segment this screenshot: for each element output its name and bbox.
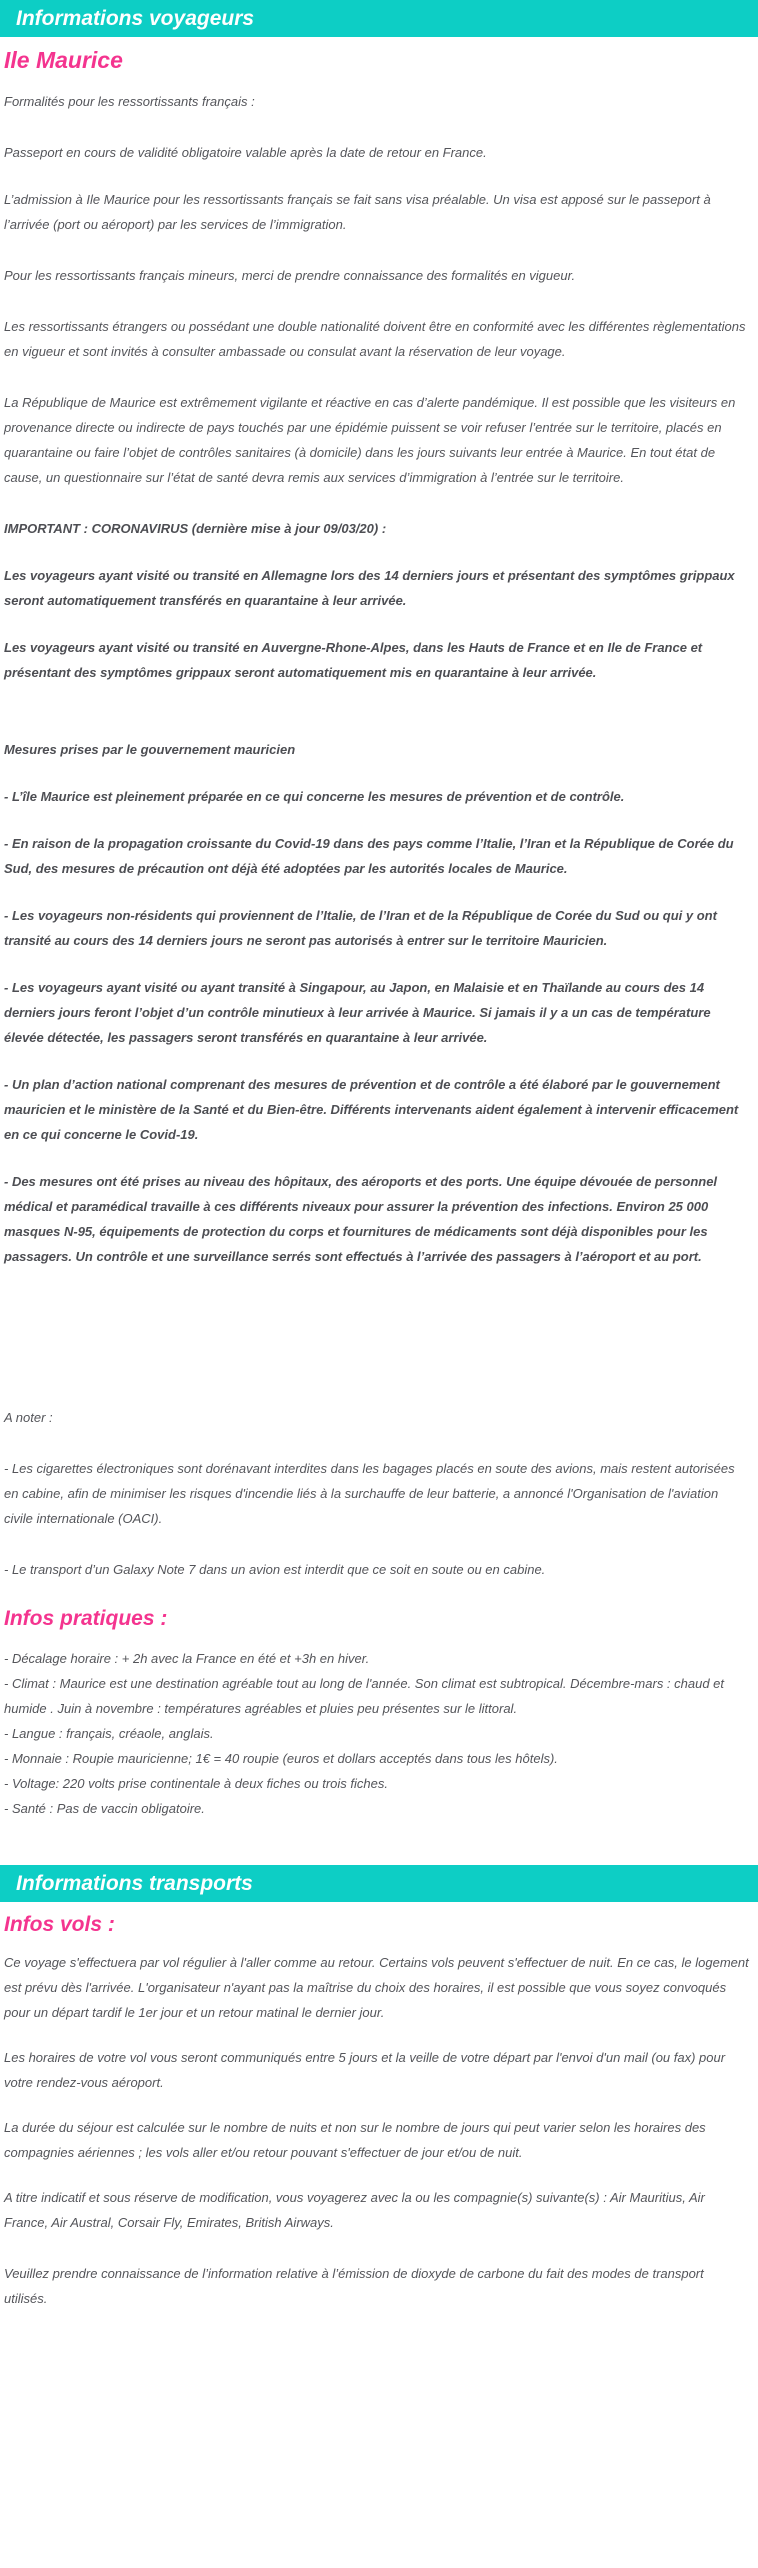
heading-infos-pratiques: Infos pratiques : bbox=[4, 1607, 168, 1630]
infos-pratiques-list bbox=[4, 1646, 750, 1821]
p-cigarettes-electroniques: - Les cigarettes électroniques sont dorénavant interdites dans les bagages placés en soute des avions, mais restent autorisées en cabine, afin de minimiser les risques d'incendie liés à la surchauffe de leur batterie, a annoncé l'Organisation de l'aviation civile internationale (OACI). bbox=[4, 1461, 735, 1526]
p-horaires-communication: Les horaires de votre vol vous seront communiqués entre 5 jours et la veille de votre départ par l'envoi d'un mail (ou fax) pour votre rendez-vous aéroport. bbox=[4, 2050, 726, 2090]
section-banner-voyageurs bbox=[0, 0, 758, 37]
p-mesure-controle-asie: - Les voyageurs ayant visité ou ayant transité à Singapour, au Japon, en Malaisie et en Thaïlande au cours des 14 derniers jours feront l’objet d’un contrôle minutieux à leur arrivée à Maurice. Si jamais il y a un cas de température élevée détectée, les passagers seront transférés en quarantaine à leur arrivée. bbox=[4, 980, 711, 1045]
p-quarantaine-allemagne: Les voyageurs ayant visité ou transité en Allemagne lors des 14 derniers jours et présentant des symptômes grippaux seront automatiquement transférés en quarantaine à leur arrivée. bbox=[4, 568, 735, 608]
transports-section bbox=[0, 1910, 758, 2311]
item-decalage-horaire: - Décalage horaire : + 2h avec la France en été et +3h en hiver. bbox=[4, 1651, 370, 1666]
p-alerte-pandemique: La République de Maurice est extrêmement vigilante et réactive en cas d’alerte pandémique. Il est possible que les visiteurs en provenance directe ou indirecte de pays touchés par une épidémie puissent se voir refuser l’entrée sur le territoire, placés en quarantaine ou faire l’objet de contrôles sanitaires (à domicile) dans les jours suivants leur entrée à Maurice. En tout état de cause, un questionnaire sur l’état de santé devra remis aux services d’immigration à l’entrée sur le territoire. bbox=[4, 395, 736, 485]
item-sante: - Santé : Pas de vaccin obligatoire. bbox=[4, 1801, 205, 1816]
p-quarantaine-regions-france: Les voyageurs ayant visité ou transité en Auvergne-Rhone-Alpes, dans les Hauts de France et en Ile de France et présentant des symptômes grippaux seront automatiquement mis en quarantaine à leur arrivée. bbox=[4, 640, 703, 680]
p-duree-sejour: La durée du séjour est calculée sur le nombre de nuits et non sur le nombre de jours qui peut varier selon les horaires des compagnies aériennes ; les vols aller et/ou retour pouvant s'effectuer de jour et/ou de nuit. bbox=[4, 2120, 706, 2160]
p-mesures-gouvernement-titre: Mesures prises par le gouvernement mauricien bbox=[4, 742, 296, 757]
p-passeport: Passeport en cours de validité obligatoire valable après la date de retour en France. bbox=[4, 145, 487, 160]
voyageurs-section bbox=[0, 45, 758, 1821]
p-a-noter: A noter : bbox=[4, 1410, 53, 1425]
item-voltage: - Voltage: 220 volts prise continentale à deux fiches ou trois fiches. bbox=[4, 1776, 388, 1791]
p-admission-visa: L’admission à Ile Maurice pour les ressortissants français se fait sans visa préalable. Un visa est apposé sur le passeport à l’arrivée (port ou aéroport) par les services de l’immigration. bbox=[4, 192, 711, 232]
heading-infos-vols: Infos vols : bbox=[4, 1913, 115, 1936]
item-climat: - Climat : Maurice est une destination agréable tout au long de l'année. Son climat est subtropical. Décembre-mars : chaud et humide . Juin à novembre : températures agréables et pluies peu présentes sur le littoral. bbox=[4, 1676, 725, 1716]
p-mesure-plan-action: - Un plan d’action national comprenant des mesures de prévention et de contrôle a été élaboré par le gouvernement mauricien et le ministère de la Santé et du Bien-être. Différents intervenants aident également à intervenir efficacement en ce qui concerne le Covid-19. bbox=[4, 1077, 739, 1142]
item-monnaie: - Monnaie : Roupie mauricienne; 1€ = 40 roupie (euros et dollars acceptés dans tous les hôtels). bbox=[4, 1751, 558, 1766]
p-mesure-non-residents: - Les voyageurs non-résidents qui proviennent de l’Italie, de l’Iran et de la République de Corée du Sud ou qui y ont transité au cours des 14 derniers jours ne seront pas autorisés à entrer sur le territoire Mauricien. bbox=[4, 908, 717, 948]
p-emission-co2: Veuillez prendre connaissance de l’information relative à l’émission de dioxyde de carbone du fait des modes de transport utilisés. bbox=[4, 2266, 704, 2306]
p-compagnies-aeriennes: A titre indicatif et sous réserve de modification, vous voyagerez avec la ou les compagnie(s) suivante(s) : Air Mauritius, Air France, Air Austral, Corsair Fly, Emirates, British Airways. bbox=[4, 2190, 705, 2230]
p-mesure-hopitaux-masques: - Des mesures ont été prises au niveau des hôpitaux, des aéroports et des ports. Une équipe dévouée de personnel médical et paramédical travaille à ces différents niveaux pour assurer la prévention des infections. Environ 25 000 masques N-95, équipements de protection du corps et fournitures de médicaments sont déjà disponibles pour les passagers. Un contrôle et une surveillance serrés sont effectués à l’arrivée des passagers à l’aéroport et au port. bbox=[4, 1174, 718, 1264]
p-important-coronavirus: IMPORTANT : CORONAVIRUS (dernière mise à jour 09/03/20) : bbox=[4, 521, 387, 536]
section-banner-transports bbox=[0, 1865, 758, 1902]
p-mineurs: Pour les ressortissants français mineurs, merci de prendre connaissance des formalités en vigueur. bbox=[4, 268, 576, 283]
p-mesure-precaution-pays: - En raison de la propagation croissante du Covid-19 dans des pays comme l’Italie, l’Iran et la République de Corée du Sud, des mesures de précaution ont déjà été adoptées par les autorités locales de Maurice. bbox=[4, 836, 734, 876]
p-galaxy-note7: - Le transport d’un Galaxy Note 7 dans un avion est interdit que ce soit en soute ou en cabine. bbox=[4, 1562, 546, 1577]
banner-title-transports: Informations transports bbox=[16, 1871, 253, 1895]
page-title-destination: Ile Maurice bbox=[4, 47, 123, 73]
banner-title-voyageurs: Informations voyageurs bbox=[16, 6, 255, 30]
p-formalites: Formalités pour les ressortissants français : bbox=[4, 94, 255, 109]
item-langue: - Langue : français, créaole, anglais. bbox=[4, 1726, 214, 1741]
p-etrangers-double-nationalite: Les ressortissants étrangers ou possédant une double nationalité doivent être en conformité avec les différentes règlementations en vigueur et sont invités à consulter ambassade ou consulat avant la réservation de leur voyage. bbox=[4, 319, 746, 359]
p-mesure-preparation: - L’île Maurice est pleinement préparée en ce qui concerne les mesures de prévention et de contrôle. bbox=[4, 789, 625, 804]
p-vol-regulier: Ce voyage s'effectuera par vol régulier à l'aller comme au retour. Certains vols peuvent s'effectuer de nuit. En ce cas, le logement est prévu dès l'arrivée. L'organisateur n'ayant pas la maîtrise du choix des horaires, il est possible que vous soyez convoqués pour un départ tardif le 1er jour et un retour matinal le dernier jour. bbox=[4, 1955, 749, 2020]
